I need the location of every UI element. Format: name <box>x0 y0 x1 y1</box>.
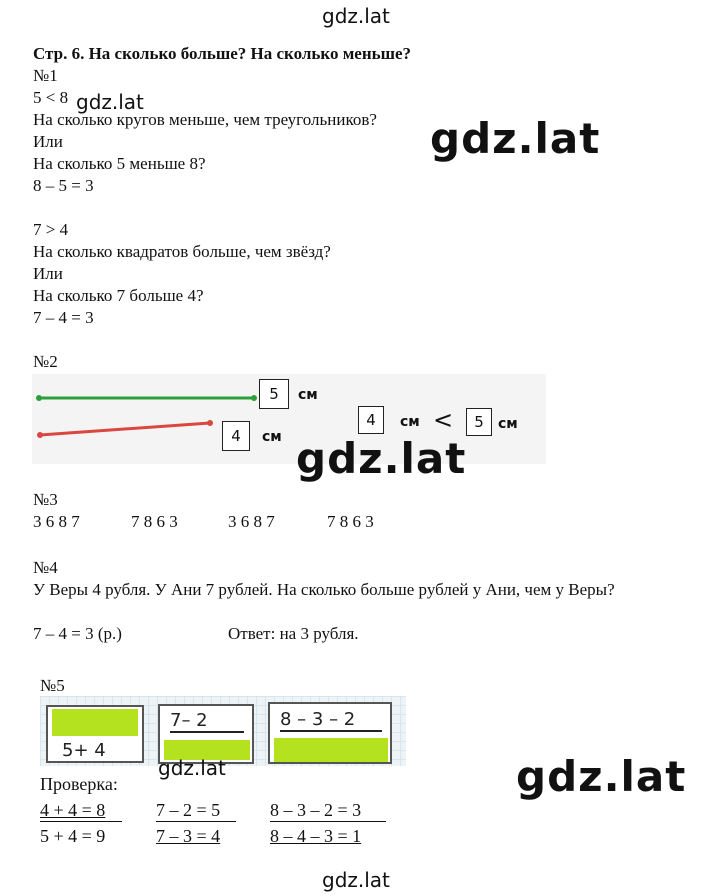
check-equation: 5 + 4 = 9 <box>40 826 106 846</box>
digit-sequence: 7 8 6 3 <box>131 512 178 531</box>
watermark: gdz.lat <box>516 752 687 801</box>
check-label: Проверка: <box>40 774 118 794</box>
compare-right-box: 5 <box>466 408 492 436</box>
expression-card <box>158 704 254 764</box>
unit-label: см <box>400 414 420 430</box>
compare-left-box: 4 <box>358 406 384 434</box>
watermark: gdz.lat <box>158 756 226 780</box>
exercise-2-label: №2 <box>33 352 58 371</box>
ex1-line: 7 – 4 = 3 <box>33 308 94 327</box>
underline-rule <box>40 821 122 822</box>
watermark: gdz.lat <box>430 114 601 163</box>
red-length-box: 4 <box>222 421 250 451</box>
less-than-sign: < <box>433 406 454 434</box>
exercise-4-label: №4 <box>33 558 58 577</box>
digit-sequence: 3 6 8 7 <box>33 512 80 531</box>
green-fill <box>52 709 138 736</box>
underline-rule <box>156 821 236 822</box>
underline-rule <box>270 821 386 822</box>
ex4-answer: Ответ: на 3 рубля. <box>228 624 359 643</box>
check-equation: 4 + 4 = 8 <box>40 800 106 820</box>
exercise-3-label: №3 <box>33 490 58 509</box>
exercise-1-label: №1 <box>33 66 58 85</box>
digit-sequence: 7 8 6 3 <box>327 512 374 531</box>
card-expression: 8 – 3 – 2 <box>280 709 382 732</box>
green-fill <box>274 738 388 762</box>
check-equation: 7 – 3 = 4 <box>156 826 221 846</box>
segment-endpoint <box>36 395 42 401</box>
card-expression: 7– 2 <box>170 710 244 733</box>
ex1-line: На сколько 7 больше 4? <box>33 286 204 305</box>
ex1-line: На сколько квадратов больше, чем звёзд? <box>33 242 331 261</box>
ex1-line: На сколько 5 меньше 8? <box>33 154 206 173</box>
watermark: gdz.lat <box>76 90 144 114</box>
ex1-line: Или <box>33 132 63 151</box>
unit-label: см <box>298 387 318 403</box>
page-title: Стр. 6. На сколько больше? На сколько меньше? <box>33 44 412 63</box>
segment-endpoint <box>207 420 213 426</box>
digit-sequence: 3 6 8 7 <box>228 512 275 531</box>
watermark: gdz.lat <box>322 868 390 892</box>
unit-label: см <box>498 416 518 432</box>
segment-endpoint <box>251 395 257 401</box>
card-expression: 5+ 4 <box>62 740 106 761</box>
segment-endpoint <box>37 432 43 438</box>
expression-card <box>46 705 144 763</box>
ex1-line: На сколько кругов меньше, чем треугольников? <box>33 110 377 129</box>
ex4-solution: 7 – 4 = 3 (р.) <box>33 624 122 643</box>
exercise-5-label: №5 <box>40 676 65 695</box>
ex1-line: 8 – 5 = 3 <box>33 176 94 195</box>
ex1-line: 5 < 8 <box>33 88 69 107</box>
ex1-line: 7 > 4 <box>33 220 69 239</box>
watermark: gdz.lat <box>296 434 467 483</box>
unit-label: см <box>262 429 282 445</box>
check-equation: 8 – 3 – 2 = 3 <box>270 800 362 820</box>
watermark: gdz.lat <box>322 4 390 28</box>
check-equation: 7 – 2 = 5 <box>156 800 221 820</box>
green-length-box: 5 <box>259 379 289 409</box>
ex1-line: Или <box>33 264 63 283</box>
ex4-problem: У Веры 4 рубля. У Ани 7 рублей. На сколько больше рублей у Ани, чем у Веры? <box>33 580 615 599</box>
red-segment <box>40 423 210 435</box>
check-equation: 8 – 4 – 3 = 1 <box>270 826 362 846</box>
expression-card <box>268 702 392 764</box>
